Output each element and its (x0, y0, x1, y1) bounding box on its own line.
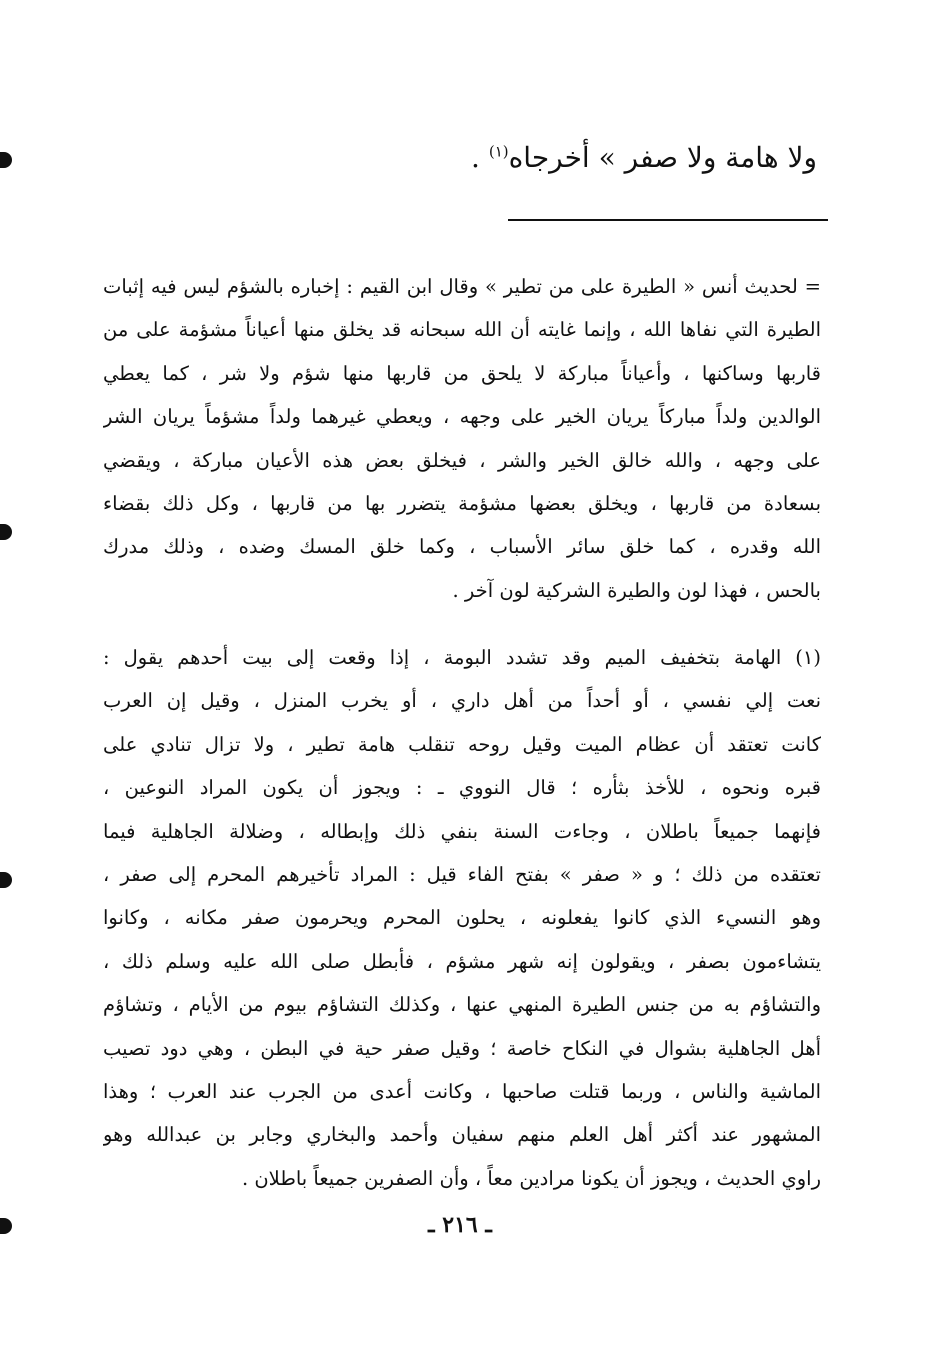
footnote-line: قاربها وساكنها ، وأعياناً مباركة لا يلحق من قاربها منها شؤم ولا شر ، كما يعطي (103, 361, 821, 385)
page-number: ـ ٢١٦ ـ (428, 1212, 492, 1238)
footnote-line: وهو النسيء الذي كانوا يفعلونه ، يحلون المحرم ويحرمون صفر مكانه ، وكانوا (103, 906, 821, 930)
footnote-line: قبره ونحوه ، للأخذ بثأره ؛ قال النووي ـ : ويجوز أن يكون المراد النوعين ، (103, 776, 821, 800)
footnote-line: فإنهما جميعاً باطلان ، وجاءت السنة بنفي ذلك وإبطاله ، وضلالة الجاهلية فيما (103, 819, 821, 843)
footnote-line: كانت تعتقد أن عظام الميت وقيل روحه تنقلب هامة تطير ، ولا تزال تنادي على (103, 732, 821, 756)
footnote-line: = لحديث أنس « الطيرة على من تطير » وقال ابن القيم : إخباره بالشؤم ليس فيه إثبات (103, 275, 821, 298)
footnote-line: المشهور عند أكثر أهل العلم منهم سفيان وأحمد والبخاري وجابر بن عبدالله وهو (103, 1123, 821, 1147)
hadith-text-end: . (471, 141, 489, 174)
hadith-text-line (117, 130, 817, 186)
footnote-line: راوي الحديث ، ويجوز أن يكونا مرادين معاً ، وأن الصفرين جميعاً باطلان . (241, 1166, 821, 1190)
binding-mark-icon (0, 524, 12, 540)
footnote-line: الوالدين ولداً مباركاً يريان الخير على وجهه ، ويعطي غيرهما ولداً مشؤماً يريان الشر (103, 405, 821, 429)
hadith-text: ولا هامة ولا صفر » أخرجاه (508, 141, 817, 174)
footnote-line: (١) الهامة بتخفيف الميم وقد تشدد البومة ، إذا وقعت إلى بيت أحدهم يقول : (103, 646, 821, 669)
footnote-reference[interactable]: (١) (488, 142, 509, 161)
footnote-line: تعتقده من ذلك ؛ و « صفر » بفتح الفاء قيل : المراد تأخيرهم المحرم إلى صفر ، (103, 862, 821, 886)
binding-mark-icon (0, 872, 12, 888)
footnote-separator (508, 219, 828, 221)
footnote-line: بالحس ، فهذا لون والطيرة الشركية لون آخر . (452, 578, 821, 602)
footnote-line: على وجهه ، والله خالق الخير والشر ، فيخلق بعض هذه الأعيان مباركة ، ويقضي (103, 448, 821, 472)
footnote-line: نعت إلي نفسي ، أو أحداً من أهل داري ، أو يخرب المنزل ، وقيل إن العرب (103, 689, 821, 713)
footnote-line: بسعادة من قاربها ، ويخلق بعضها مشؤمة يتضرر بها من قاربها ، وكل ذلك بقضاء (103, 491, 821, 515)
footnote-line: الطيرة التي نفاها الله ، وإنما غايته أن الله سبحانه قد يخلق منها أعياناً مشؤمة على من (103, 318, 821, 342)
footnote-line: أهل الجاهلية بشوال في النكاح خاصة ؛ وقيل صفر حية في البطن ، وهي دود تصيب (103, 1036, 821, 1060)
footnote-line: الله وقدره ، كما خلق سائر الأسباب ، وكما خلق المسك وضده ، وذلك مدرك (103, 535, 821, 559)
binding-mark-icon (0, 1218, 12, 1234)
footnote-line: يتشاءمون بصفر ، ويقولون إنه شهر مشؤم ، فأبطل صلى الله عليه وسلم ذلك ، (103, 949, 821, 973)
footnote-1 (103, 636, 821, 1200)
footnote-continuation (103, 265, 821, 612)
footnote-line: الماشية والناس ، وربما قتلت صاحبها ، وكانت أعدى من الجرب عند العرب ؛ وهذا (103, 1079, 821, 1103)
binding-mark-icon (0, 152, 12, 168)
footnote-line: والتشاؤم به من جنس الطيرة المنهي عنها ، وكذلك التشاؤم بيوم من الأيام ، وتشاؤم (103, 993, 821, 1017)
